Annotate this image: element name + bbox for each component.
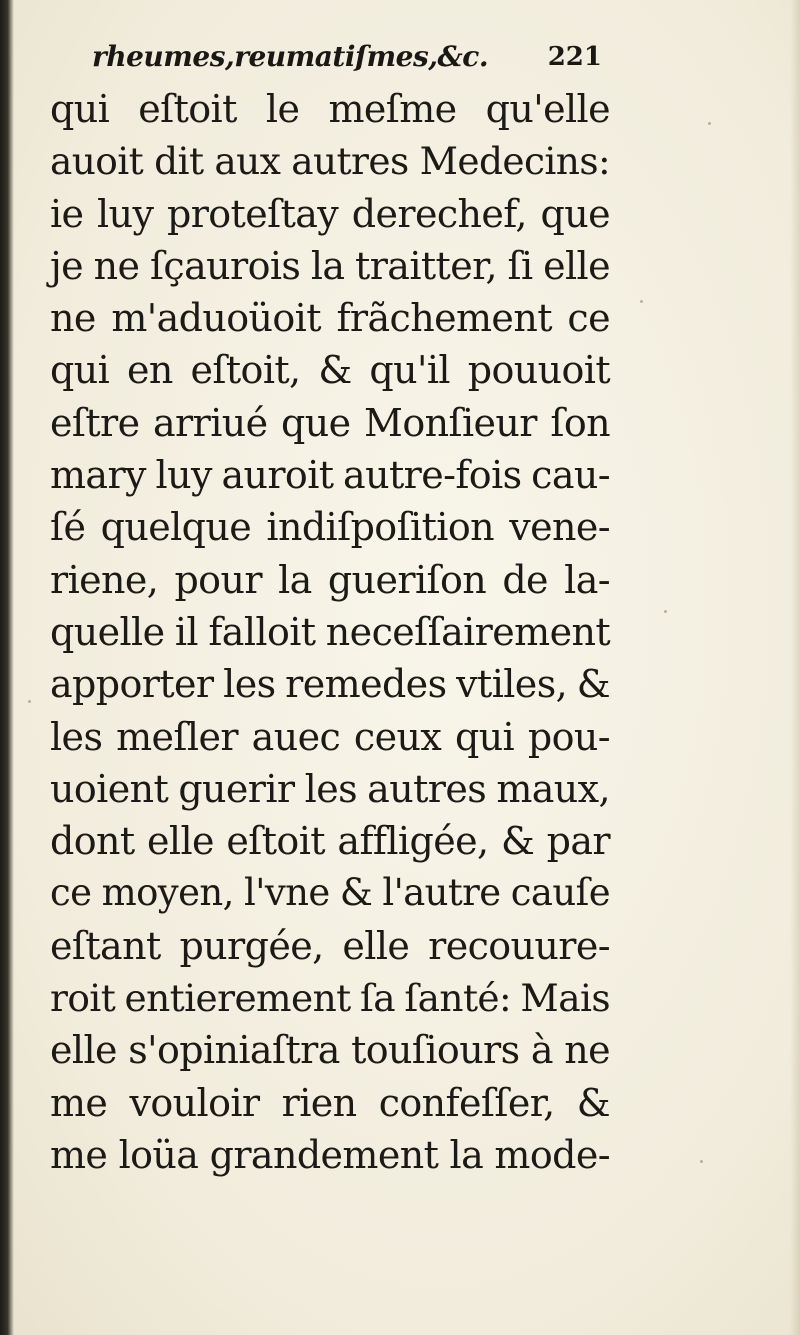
text-line: roit entierement ſa ſanté: Mais — [50, 976, 610, 1021]
text-line: eſtre arriué que Monſieur ſon — [50, 400, 610, 445]
text-line: uoient guerir les autres maux, — [50, 766, 610, 811]
text-line: les meſler auec ceux qui pou- — [50, 714, 610, 759]
text-line: qui en eſtoit, & qu'il pouuoit — [50, 348, 610, 393]
paper-speck — [700, 1160, 703, 1163]
text-line: ne m'aduoüoit frãchement ce — [50, 296, 610, 341]
text-line: ie luy proteſtay derechef, que — [50, 191, 610, 236]
text-line: ſé quelque indiſpoſition vene- — [50, 505, 610, 550]
body-text — [50, 83, 610, 1181]
text-line: auoit dit aux autres Medecins: — [50, 139, 610, 184]
page-edge — [790, 0, 800, 1335]
page-number: 221 — [547, 42, 602, 72]
text-line: eſtant purgée, elle recouure- — [50, 923, 610, 968]
page-gutter — [0, 0, 14, 1335]
text-line: mary luy auroit autre-fois cau- — [50, 453, 610, 498]
text-line: riene, pour la gueriſon de la- — [50, 557, 610, 602]
running-title: rheumes,reumatiſmes,&c. — [92, 40, 489, 73]
text-line: dont elle eſtoit affligée, & par — [50, 819, 610, 864]
paper-speck — [664, 610, 667, 613]
paper-speck — [640, 300, 643, 303]
text-line: ce moyen, l'vne & l'autre cauſe — [50, 871, 610, 915]
text-line: je ne ſçaurois la traitter, ſi elle — [50, 243, 610, 288]
text-line: me vouloir rien confeſſer, & — [50, 1080, 610, 1125]
paper-speck — [28, 700, 31, 703]
text-line: apporter les remedes vtiles, & — [50, 662, 610, 707]
text-line: qui eſtoit le meſme qu'elle — [50, 87, 610, 131]
page-header — [92, 40, 602, 84]
text-line: quelle il falloit neceſſairement — [50, 609, 610, 654]
paper-speck — [708, 122, 711, 125]
text-line: me loüa grandement la mode- — [50, 1132, 610, 1177]
text-line: elle s'opiniaſtra touſiours à ne — [50, 1028, 610, 1073]
